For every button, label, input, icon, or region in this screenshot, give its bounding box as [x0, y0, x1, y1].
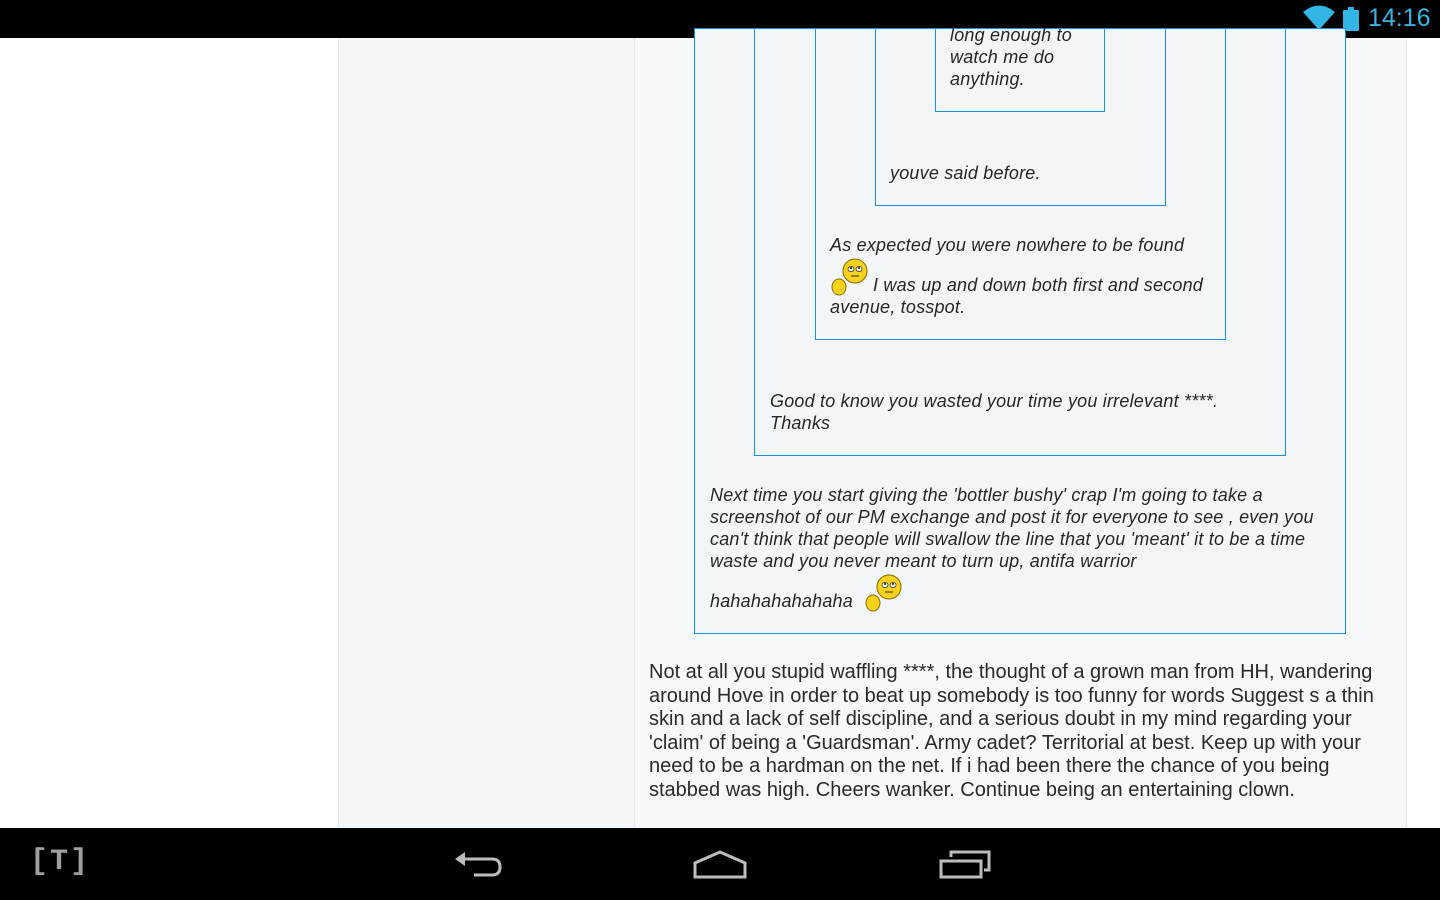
- app-logo[interactable]: [T]: [30, 845, 91, 879]
- quote-level-1-text: Next time you start giving the 'bottler bushy' crap I'm going to take a screenshot of our PM exchange and post it for everyone to see , even you can't think that people will swallow the line that you 'meant' it to be a time waste and you never meant to turn up, antifa warrior: [710, 485, 1314, 571]
- post-body-text: Not at all you stupid waffling ****, the thought of a grown man from HH, wandering around Hove in order to beat up somebody is too funny for words Suggest s a thin skin and a lack of self discipline, and a serious doubt in my mind regarding your 'claim' of being a 'Guardsman'. Army cadet? Territorial at best. Keep up with your need to be a hardman on the net. If i had been there the chance of you being stabbed was high. Cheers wanker. Continue being an entertaining clown.: [649, 661, 1374, 801]
- back-icon[interactable]: [452, 851, 504, 881]
- quote-level-1-text-2: hahahahahahaha: [710, 591, 853, 611]
- left-margin: [0, 38, 338, 828]
- quote-level-3-text-2: I was up and down both first and second avenue, tosspot.: [830, 275, 1204, 317]
- quote-level-4-text: youve said before.: [890, 163, 1041, 183]
- quote-level-5-text: long enough to watch me do anything.: [950, 25, 1072, 89]
- navigation-bar: [0, 828, 1440, 900]
- quote-level-3-text-1: As expected you were nowhere to be found: [830, 235, 1185, 255]
- home-icon[interactable]: [692, 850, 748, 880]
- browser-page[interactable]: [0, 25, 1440, 828]
- clock: 14:16: [1368, 4, 1431, 32]
- waving-smiley-icon: [864, 573, 904, 613]
- quote-level-2-text: Good to know you wasted your time you irrelevant ****. Thanks: [770, 391, 1219, 433]
- forum-sidebar-column: [338, 38, 635, 828]
- recent-apps-icon[interactable]: [938, 850, 992, 880]
